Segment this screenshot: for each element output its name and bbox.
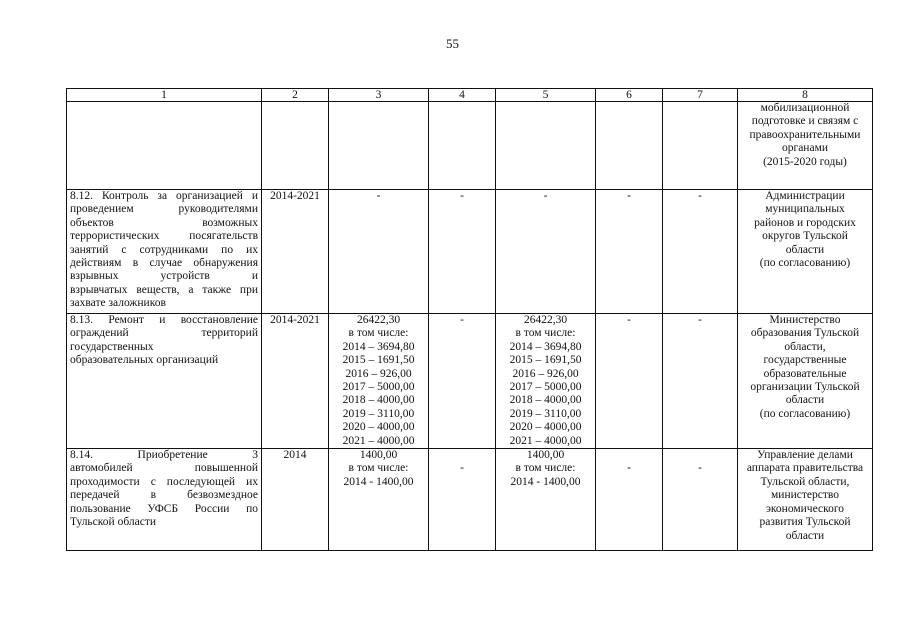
funding-line: в том числе:: [515, 327, 576, 340]
activity-line: государственных: [70, 340, 154, 353]
funding-line: в том числе:: [348, 462, 409, 475]
funding-line: 2014 - 1400,00: [510, 475, 581, 488]
activity-cell: [67, 102, 262, 190]
column-header: 1: [67, 89, 262, 102]
period-cell: 2014: [262, 449, 329, 551]
funding-line: -: [376, 190, 381, 202]
activity-line: захвате заложников: [70, 297, 166, 310]
funding-line: 2016 – 926,00: [345, 367, 412, 380]
column-header: 6: [596, 89, 663, 102]
executor-line: мобилизационной: [760, 102, 850, 114]
executor-line: подготовке и связям с: [751, 115, 859, 128]
other-funding-cell: -: [663, 190, 738, 314]
funding-line: 2014 – 3694,80: [342, 340, 415, 353]
activity-line: взрывчатых веществ, а также при: [70, 283, 258, 296]
funding-line: 2019 – 3110,00: [342, 407, 415, 420]
funding-dash: -: [627, 462, 631, 475]
executor-cell: [738, 190, 873, 314]
activity-line: ограждений территорий: [70, 327, 258, 340]
activity-line: автомобилей повышенной: [70, 462, 258, 475]
column-header: 2: [262, 89, 329, 102]
funding-line: 2019 – 3110,00: [509, 407, 582, 420]
funding-line: 2015 – 1691,50: [509, 354, 582, 367]
funding-line: 2021 – 4000,00: [509, 434, 582, 447]
period-cell: [262, 102, 329, 190]
total-funding-cell: [329, 449, 429, 551]
funding-line: 2020 – 4000,00: [342, 421, 415, 434]
activity-line: 8.14. Приобретение 3: [70, 449, 258, 462]
activity-line: занятий с сотрудниками по их: [70, 243, 258, 256]
column-header: 4: [429, 89, 496, 102]
executor-line: области: [785, 394, 825, 407]
executor-line: Тульской области,: [760, 475, 850, 488]
federal-funding-cell: -: [429, 190, 496, 314]
column-header: 3: [329, 89, 429, 102]
federal-funding-cell: [429, 102, 496, 190]
total-funding-cell: [329, 314, 429, 449]
other-funding-cell: -: [663, 314, 738, 449]
local-funding-cell: -: [596, 314, 663, 449]
executor-cell: [738, 102, 873, 190]
executor-line: районов и городских: [754, 216, 856, 229]
activity-line: проходимости с последующей их: [70, 475, 258, 488]
local-funding-cell: -: [596, 190, 663, 314]
column-header: 7: [663, 89, 738, 102]
activity-line: взрывных устройств и: [70, 270, 258, 283]
funding-line: в том числе:: [515, 462, 576, 475]
activity-line: Тульской области: [70, 516, 157, 529]
funding-line: 2021 – 4000,00: [342, 434, 415, 447]
activity-line: образовательных организаций: [70, 354, 219, 367]
activity-line: передачей в безвозмездное: [70, 489, 258, 502]
executor-line: (по согласованию): [759, 407, 851, 420]
activity-line: пользование УФСБ России по: [70, 502, 258, 515]
executor-cell: [738, 449, 873, 551]
regional-funding-cell: [496, 102, 596, 190]
other-funding-cell: [663, 102, 738, 190]
local-funding-cell: [596, 102, 663, 190]
activity-cell: [67, 314, 262, 449]
period-cell: 2014-2021: [262, 314, 329, 449]
program-table: [66, 88, 873, 551]
executor-line: образовательные: [763, 367, 847, 380]
activity-line: объектов возможных: [70, 216, 258, 229]
executor-line: (2015-2020 годы): [763, 155, 847, 168]
funding-line: 2016 – 926,00: [512, 367, 579, 380]
table-row: [67, 190, 873, 314]
funding-dash: -: [698, 462, 702, 475]
executor-line: области: [785, 529, 825, 542]
activity-line: проведением руководителями: [70, 203, 258, 216]
funding-line: -: [543, 190, 548, 202]
total-funding-cell: [329, 190, 429, 314]
table-row: [67, 314, 873, 449]
executor-line: организации Тульской: [750, 381, 860, 394]
funding-line: 2018 – 4000,00: [509, 394, 582, 407]
executor-line: Управление делами: [757, 449, 853, 462]
local-funding-cell: [596, 449, 663, 551]
executor-line: аппарата правительства: [746, 462, 864, 475]
regional-funding-cell: [496, 314, 596, 449]
executor-line: округов Тульской: [762, 230, 848, 243]
executor-line: экономического: [765, 502, 845, 515]
other-funding-cell: [663, 449, 738, 551]
executor-cell: [738, 314, 873, 449]
funding-line: 1400,00: [526, 449, 565, 462]
activity-cell: [67, 449, 262, 551]
executor-line: области,: [784, 340, 826, 353]
activity-line: действиям в случае обнаружения: [70, 257, 258, 270]
activity-line: террористических посягательств: [70, 230, 258, 243]
funding-line: 2014 – 3694,80: [509, 340, 582, 353]
executor-line: образования Тульской: [750, 327, 860, 340]
table-row: [67, 449, 873, 551]
funding-dash: -: [460, 462, 464, 475]
activity-line: 8.12. Контроль за организацией и: [70, 190, 258, 202]
funding-line: 2017 – 5000,00: [509, 381, 582, 394]
executor-line: органами: [781, 142, 828, 155]
funding-line: 2017 – 5000,00: [342, 381, 415, 394]
funding-line: 2014 - 1400,00: [343, 475, 414, 488]
executor-line: развития Тульской: [759, 516, 851, 529]
funding-line: 26422,30: [356, 314, 401, 326]
funding-line: 2018 – 4000,00: [342, 394, 415, 407]
regional-funding-cell: [496, 449, 596, 551]
executor-line: государственные: [763, 354, 847, 367]
column-header: 5: [496, 89, 596, 102]
executor-line: муниципальных: [765, 203, 845, 216]
executor-line: Министерство: [769, 314, 841, 326]
total-funding-cell: [329, 102, 429, 190]
executor-line: области: [785, 243, 825, 256]
executor-line: правоохранительными: [749, 128, 861, 141]
regional-funding-cell: [496, 190, 596, 314]
federal-funding-cell: [429, 449, 496, 551]
federal-funding-cell: -: [429, 314, 496, 449]
funding-line: 1400,00: [359, 449, 398, 462]
executor-line: (по согласованию): [759, 257, 851, 270]
funding-line: 2015 – 1691,50: [342, 354, 415, 367]
column-number-row: [67, 89, 873, 102]
activity-cell: [67, 190, 262, 314]
funding-line: 2020 – 4000,00: [509, 421, 582, 434]
funding-line: 26422,30: [523, 314, 568, 326]
table-row: [67, 102, 873, 190]
funding-line: в том числе:: [348, 327, 409, 340]
executor-line: Администрации: [765, 190, 845, 202]
page-number: 55: [446, 36, 459, 51]
column-header: 8: [738, 89, 873, 102]
period-cell: 2014-2021: [262, 190, 329, 314]
activity-line: 8.13. Ремонт и восстановление: [70, 314, 258, 326]
executor-line: министерство: [771, 489, 839, 502]
